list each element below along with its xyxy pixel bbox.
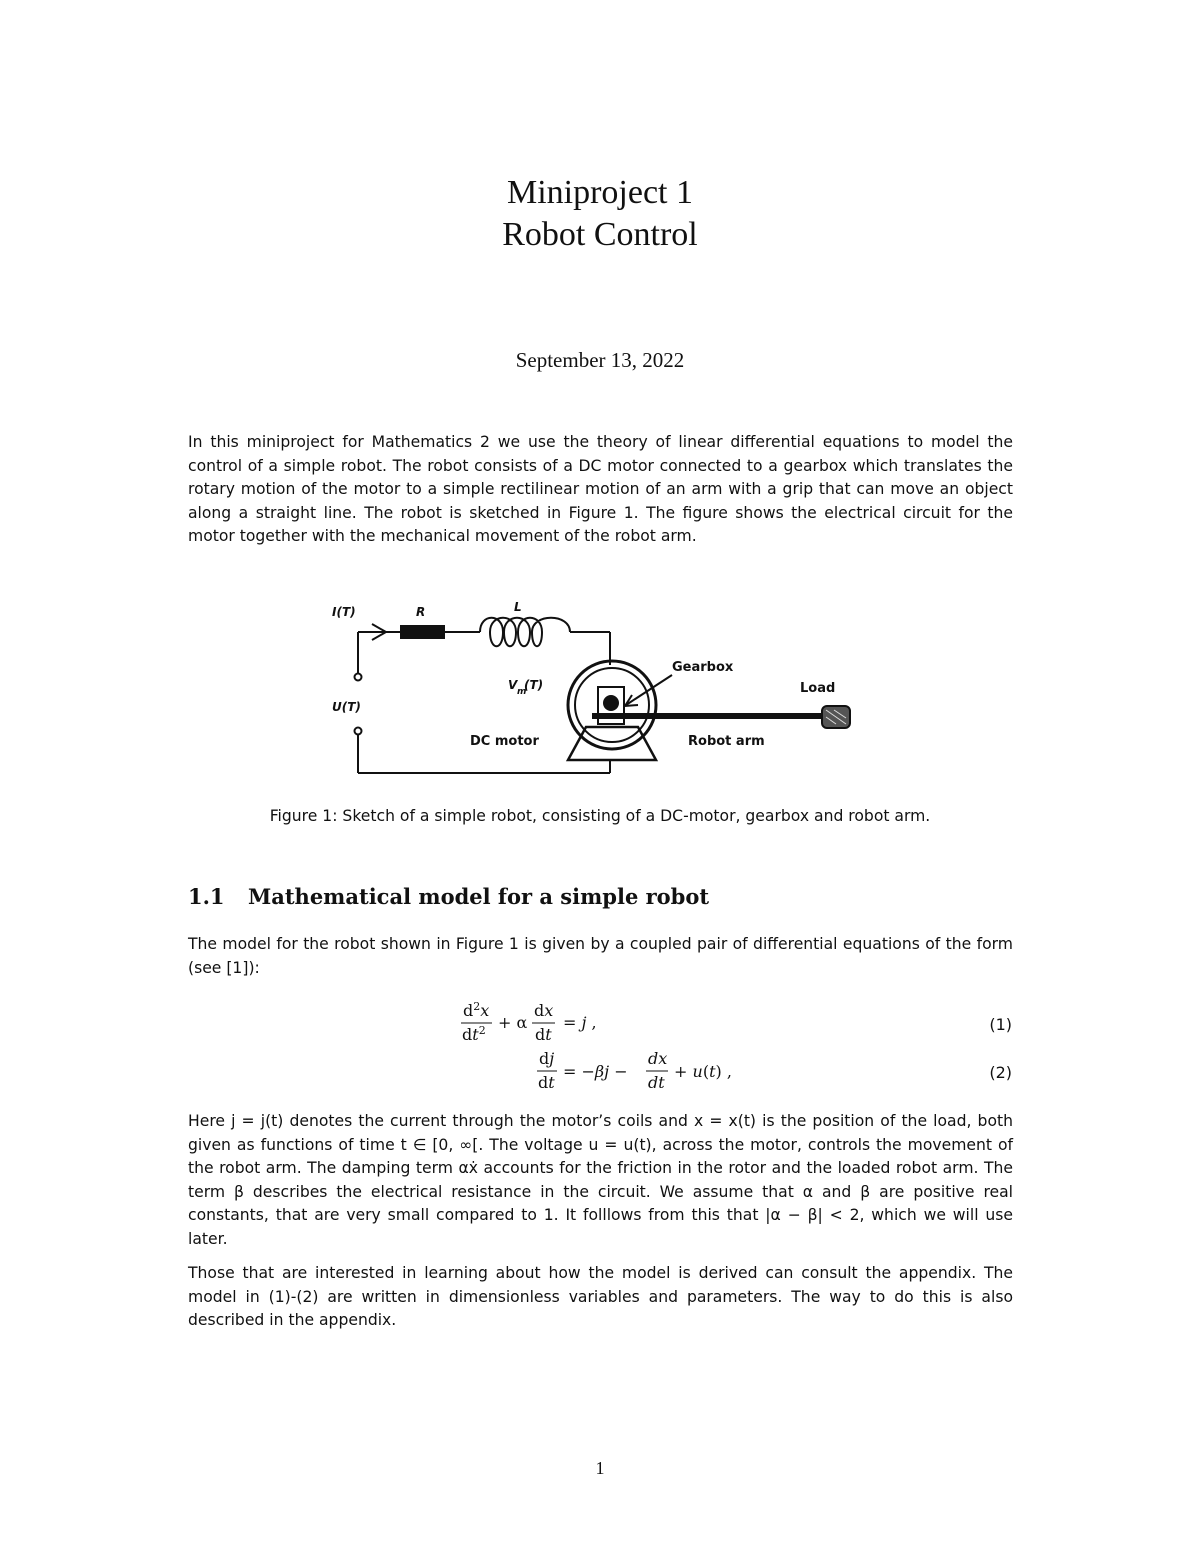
inductor-coil-icon	[480, 618, 570, 647]
label-voltage: U(T)	[332, 700, 361, 714]
page-number: 1	[595, 1458, 605, 1478]
intro-paragraph: In this miniproject for Mathematics 2 we use the theory of linear differential equations to model the control of a simple robot. The robot consists of a DC motor connected to a gearbox which translates the rotary motion of the motor to a simple rectilinear motion of an arm with a grip that can move an object along a straight line. The robot is sketched in Figure 1. The figure shows the electrical circuit for the motor together with the mechanical movement of the robot arm.	[188, 433, 1013, 546]
label-resistor: R	[416, 605, 426, 619]
equation-2-number: (2)	[989, 1063, 1012, 1082]
svg-text:+ α: + α	[498, 1013, 528, 1032]
variables-paragraph: Here j = j(t) denotes the current through the motor’s coils and x = x(t) is the position of the load, both given as functions of time t ∈ [0, ∞[. The voltage u = u(t), across the motor, controls the movement of the robot arm. The damping term αẋ accounts for the friction in the rotor and the loaded robot arm. The term β describes the electrical resistance in the circuit. We assume that α and β are positive real constants, that are very small compared to 1. It folllows from this that |α − β| < 2, which we will use later.	[188, 1112, 1013, 1248]
title-line-2: Robot Control	[502, 216, 698, 253]
label-vm-arg: (T)	[524, 678, 544, 692]
svg-text:dt: dt	[535, 1025, 552, 1044]
label-robot-arm: Robot arm	[688, 734, 765, 749]
svg-text:dt2: $dt^2$	[462, 1024, 486, 1044]
label-dc-motor: DC motor	[470, 734, 539, 749]
equation-1-number: (1)	[989, 1015, 1012, 1034]
label-gearbox: Gearbox	[672, 660, 734, 675]
equation-2	[537, 1049, 732, 1092]
figure-caption: Figure 1: Sketch of a simple robot, consisting of a DC-motor, gearbox and robot arm.	[269, 807, 931, 825]
svg-text:dt: dt	[648, 1073, 665, 1092]
svg-text:= −βj −: = −βj −	[563, 1062, 628, 1081]
equation-block	[450, 1000, 770, 1100]
svg-text:dt: dt	[538, 1073, 555, 1092]
equation-1	[461, 1000, 597, 1044]
robot-sketch-figure	[320, 595, 880, 785]
resistor-icon	[400, 625, 445, 639]
section-number: 1.1	[188, 884, 225, 909]
terminal-bottom-icon	[355, 728, 362, 735]
appendix-paragraph: Those that are interested in learning about how the model is derived can consult the appendix. The model in (1)-(2) are written in dimensionless variables and parameters. The way to do this is also described in the appendix.	[188, 1264, 1013, 1330]
label-load: Load	[800, 681, 836, 696]
svg-text:= j ,: = j ,	[563, 1013, 597, 1032]
svg-text:dj: dj	[539, 1049, 555, 1068]
motor-base-icon	[568, 727, 656, 760]
label-vm: V	[508, 678, 518, 692]
label-vm-sub: m	[517, 687, 527, 697]
terminal-top-icon	[355, 674, 362, 681]
svg-text:dx: dx	[534, 1001, 554, 1020]
section-title: Mathematical model for a simple robot	[248, 884, 710, 909]
gear-dot-icon	[603, 695, 619, 711]
document-date: September 13, 2022	[515, 348, 685, 372]
svg-text:+ u(t) ,: + u(t) ,	[674, 1062, 732, 1081]
section-heading	[188, 884, 709, 909]
robot-arm-bar-icon	[592, 713, 822, 719]
model-intro-paragraph: The model for the robot shown in Figure 1 is given by a coupled pair of differential equations of the form (see [1]):	[188, 935, 1013, 977]
title-line-1: Miniproject 1	[506, 174, 694, 211]
svg-text:d2x: $d^2x$	[463, 1000, 490, 1020]
label-inductor: L	[514, 600, 522, 614]
svg-text:dx: dx	[648, 1049, 668, 1068]
label-current: I(T)	[332, 605, 356, 619]
